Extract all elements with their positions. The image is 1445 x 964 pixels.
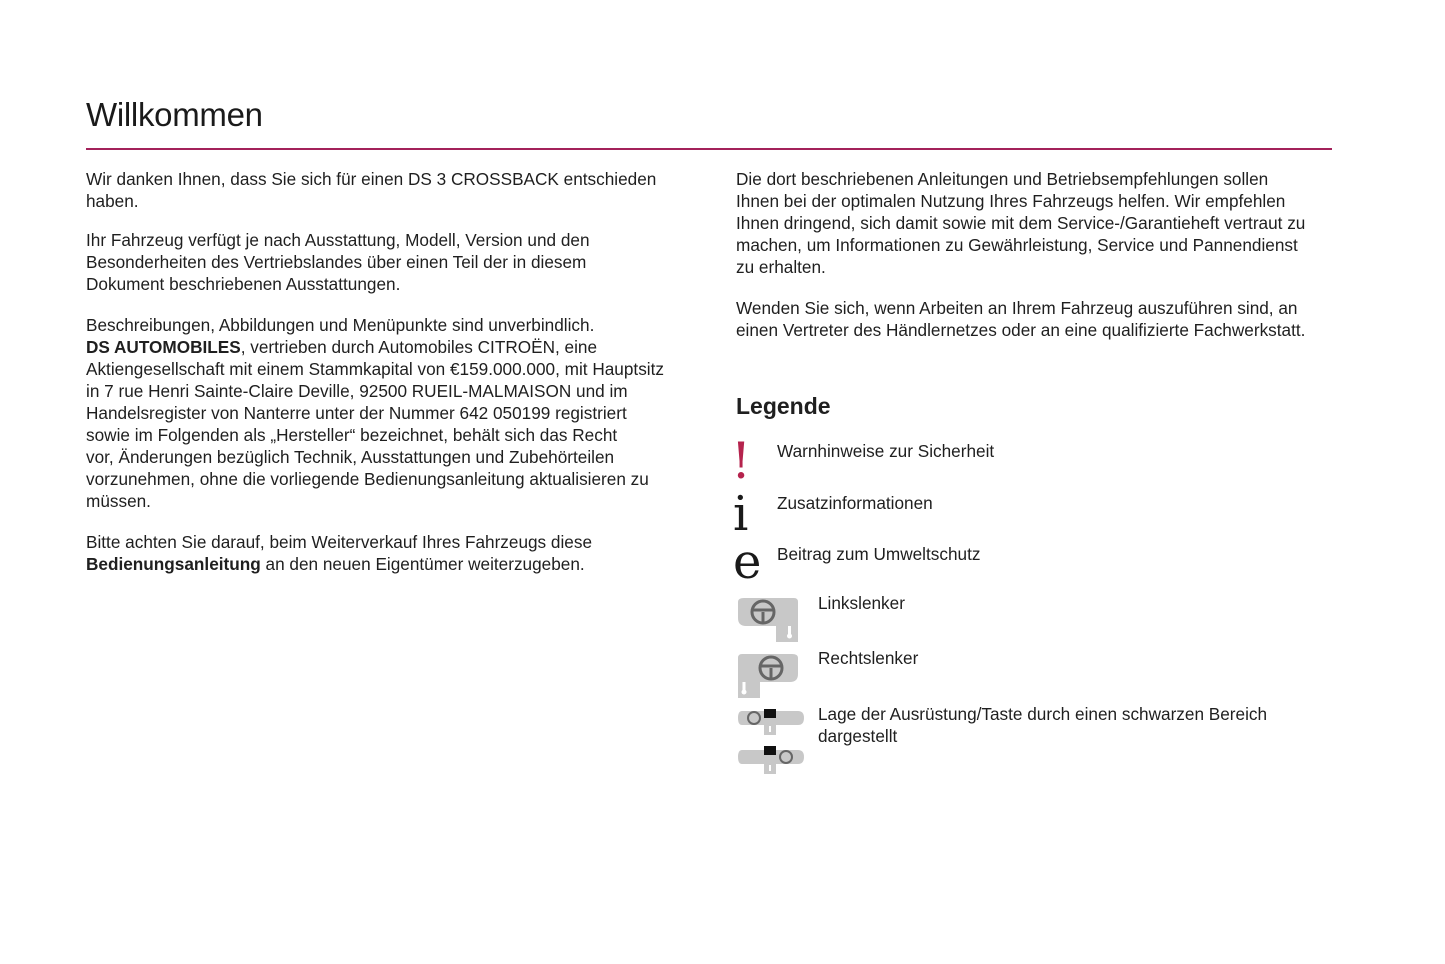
legend-item-info: Zusatzinformationen [777,493,933,513]
equipment-location-icon [736,705,804,735]
resale-rest: an den neuen Eigentümer weiterzugeben. [260,554,585,574]
legend-item-left-hand-drive: Linkslenker [818,593,905,613]
exclamation-icon: ! [731,432,752,490]
title-divider [86,148,1332,150]
resale-paragraph [86,531,686,575]
info-icon: i [733,486,749,542]
environment-icon: e [733,534,762,590]
workshop-paragraph: Wenden Sie sich, wenn Arbeiten an Ihrem Fahrzeug auszuführen sind, an einen Vertreter des Händlernetzes oder an eine qualifizierte Fachwerkstatt. [736,298,1306,340]
manual-name: Bedienungsanleitung [86,554,261,574]
legal-rest: , vertrieben durch Automobiles CITROËN, eine Aktiengesellschaft mit einem Stammkapital von €159.000.000, mit Hauptsitz in 7 rue Henri Sainte-Claire Deville, 92500 RUEIL-MALMAISON und im Handelsregister von Nanterre unter der Nummer 642 050199 registriert sowie im Folgenden als „Hersteller“ bezeichnet, behält sich das Recht vor, Änderungen bezüglich Technik, Ausstattungen und Zubehörteilen vorzunehmen, ohne die vorliegende Bedienungsanleitung aktualisieren zu müssen. [86,337,664,511]
right-hand-drive-icon [736,652,800,700]
intro-paragraph: Wir danken Ihnen, dass Sie sich für einen DS 3 CROSSBACK entschieden haben. [86,169,657,211]
resale-line-1: Bitte achten Sie darauf, beim Weiterverkauf Ihres Fahrzeugs diese [86,532,593,552]
legend-item-right-hand-drive: Rechtslenker [818,648,919,668]
legend-item-equipment-location: Lage der Ausrüstung/Taste durch einen schwarzen Bereich dargestellt [818,704,1268,746]
equipment-location-icon-rhd [736,744,804,774]
legend-item-environment: Beitrag zum Umweltschutz [777,544,981,564]
right-column [736,168,1336,341]
brand-name: DS AUTOMOBILES [86,337,241,357]
instructions-paragraph: Die dort beschriebenen Anleitungen und Betriebsempfehlungen sollen Ihnen bei der optimalen Nutzung Ihres Fahrzeugs helfen. Wir empfehlen Ihnen dringend, sich damit sowie mit dem Service-/Garantieheft vertraut zu machen, um Informationen zu Gewährleistung, Service und Pannendienst zu erhalten. [736,169,1306,277]
legend-title: Legende [736,393,831,419]
legal-paragraph [86,314,686,512]
equipment-paragraph: Ihr Fahrzeug verfügt je nach Ausstattung, Modell, Version und den Besonderheiten des Vertriebslandes über einen Teil der in diesem Dokument beschriebenen Ausstattungen. [86,230,590,294]
left-column [86,168,686,575]
legal-line-1: Beschreibungen, Abbildungen und Menüpunkte sind unverbindlich. [86,315,595,335]
page-title: Willkommen [86,96,263,133]
legend-item-warning: Warnhinweise zur Sicherheit [777,441,995,461]
left-hand-drive-icon [736,596,800,644]
